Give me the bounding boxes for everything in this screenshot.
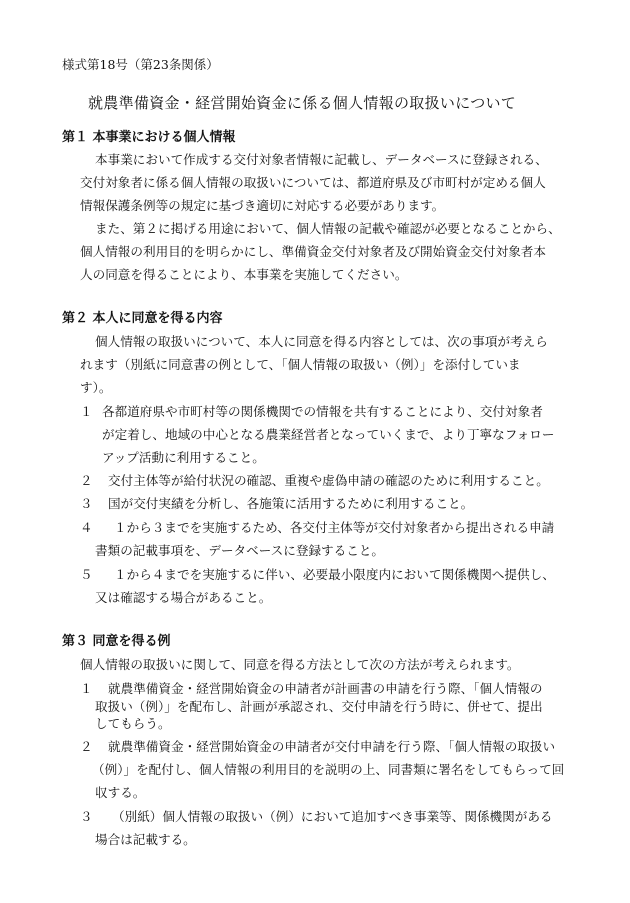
- list-item-number: １: [80, 681, 93, 696]
- list-item-line: 各都道府県や市町村等の関係機関での情報を共有することにより、交付対象者: [102, 404, 543, 419]
- list-item-line: してもらう。: [95, 716, 171, 731]
- section-number: 第３: [62, 634, 89, 649]
- list-item-line: （別紙）個人情報の取扱い（例）において追加すべき事業等、関係機関がある: [112, 809, 553, 824]
- section-title: 同意を得る例: [92, 634, 171, 649]
- list-item-line: （例）」を配付し、個人情報の利用目的を説明の上、同書類に署名をしてもらって回: [92, 762, 565, 777]
- paragraph-line: 情報保護条例等の規定に基づき適切に対応する必要があります。: [80, 198, 445, 213]
- section-number: 第２: [62, 311, 89, 326]
- section-2-heading: [62, 309, 223, 329]
- list-item-line: が定着し、地域の中心となる農業経営者となっていくまで、より丁寧なフォロー: [102, 427, 555, 442]
- list-item-number: ３: [80, 496, 93, 511]
- list-item-number: ５: [80, 567, 93, 582]
- list-item-line: アップ活動に利用すること。: [102, 450, 265, 465]
- list-item-number: ３: [80, 809, 93, 824]
- list-item-line: 又は確認する場合があること。: [95, 590, 272, 605]
- section-title: 本事業における個人情報: [92, 130, 236, 145]
- list-item-line: １から３までを実施するため、各交付主体等が交付対象者から提出される申請: [114, 520, 555, 535]
- list-item-number: １: [80, 404, 93, 419]
- section-3-heading: [62, 632, 171, 652]
- list-item-number: ４: [80, 520, 93, 535]
- list-item-line: 就農準備資金・経営開始資金の申請者が交付申請を行う際、「個人情報の取扱い: [108, 739, 556, 754]
- paragraph-line: れます（別紙に同意書の例として、「個人情報の取扱い（例）」を添付していま: [80, 357, 521, 372]
- paragraph-line: 個人情報の取扱いに関して、同意を得る方法として次の方法が考えられます。: [80, 657, 520, 672]
- document-title: 就農準備資金・経営開始資金に係る個人情報の取扱いについて: [88, 94, 517, 112]
- list-item-line: 場合は記載する。: [95, 832, 196, 847]
- form-number: 様式第18号（第23条関係）: [62, 57, 219, 72]
- paragraph-line: 個人情報の利用目的を明らかにし、準備資金交付対象者及び開始資金交付対象者本: [80, 244, 546, 259]
- list-item-number: ２: [80, 739, 93, 754]
- paragraph-line: 個人情報の取扱いについて、本人に同意を得る内容としては、次の事項が考えら: [95, 334, 548, 349]
- list-item-line: 書類の記載事項を、データベースに登録すること。: [95, 543, 385, 558]
- paragraph-line: 本事業において作成する交付対象者情報に記載し、データベースに登録される、: [95, 152, 548, 167]
- list-item-line: 収する。: [95, 785, 146, 800]
- paragraph-line: また、第２に掲げる用途において、個人情報の記載や確認が必要となることから、: [95, 221, 561, 236]
- section-title: 本人に同意を得る内容: [92, 311, 223, 326]
- section-1-heading: [62, 128, 236, 148]
- section-number: 第１: [62, 130, 89, 145]
- list-item-line: 取扱い（例）」を配布し、計画が承認され、交付申請を行う時に、併せて、提出: [95, 699, 543, 714]
- list-item-line: １から４までを実施するに伴い、必要最小限度内において関係機関へ提供し、: [114, 567, 555, 582]
- paragraph-line: す）。: [80, 380, 112, 395]
- paragraph-line: 人の同意を得ることにより、本事業を実施してください。: [80, 267, 408, 282]
- list-item-line: 交付主体等が給付状況の確認、重複や虚偽申請の確認のために利用すること。: [108, 473, 549, 488]
- list-item-number: ２: [80, 473, 93, 488]
- paragraph-line: 交付対象者に係る個人情報の取扱いについては、都道府県及び市町村が定める個人: [80, 175, 546, 190]
- list-item-line: 国が交付実績を分析し、各施策に活用するために利用すること。: [108, 496, 474, 511]
- list-item-line: 就農準備資金・経営開始資金の申請者が計画書の申請を行う際、「個人情報の: [108, 681, 543, 696]
